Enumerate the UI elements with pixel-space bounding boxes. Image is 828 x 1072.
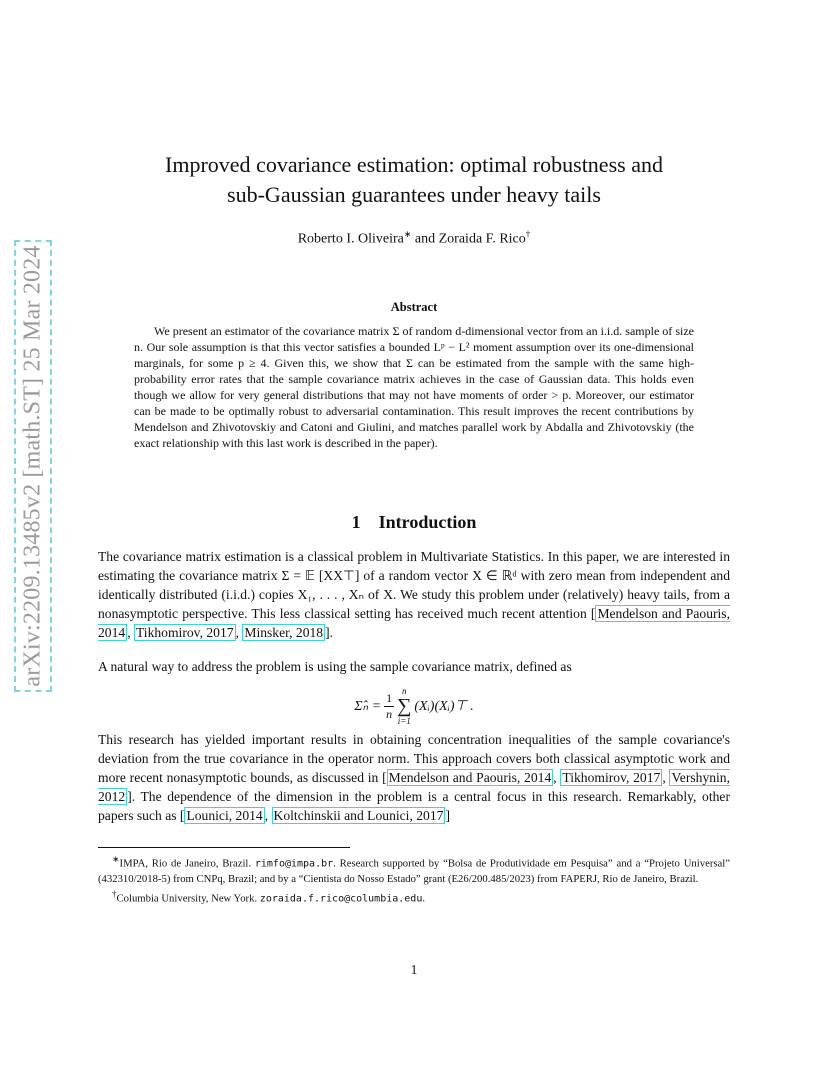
citation-separator: , [127,625,134,640]
footnote-text: IMPA, Rio de Janeiro, Brazil. [119,857,255,870]
summation [397,686,411,726]
sum-upper-limit: n [401,686,407,696]
abstract-text: We present an estimator of the covariance matrix Σ of random d-dimensional vector from an i.i.d. sample of size n. Our sole assumption is that this vector satisfies a bounded Lᵖ − L² moment assumption over its one-dimensional marginals, for some p ≥ 4. Given this, we show that Σ can be estimated from the sample with the same high-probability error rates that the sample covariance matrix achieves in the case of Gaussian data. This holds even though we allow for very general distributions that may not have moments of order > p. Moreover, our estimator can be made to be optimally robust to adversarial contamination. This result improves the recent contributions by Mendelson and Zhivotovskiy and Catoni and Giulini, and matches parallel work by Abdalla and Zhivotovskiy (the exact relationship with this last work is described in the paper). [134,324,694,450]
footnote-mark[interactable]: † [525,229,531,239]
citation-separator: , [264,808,272,823]
section-number: 1 [351,512,361,532]
author-list [120,229,708,248]
footnote-text: . Research supported by “Bolsa de Produtividade em Pesquisa” and a “Projeto Universal” (432310/2018-5) from CNPq, Brazil; and by a “Cientista do Nosso Estado” grant (E26/200.485/2023) from FAPERJ, Rio de Janeiro, Brazil. [98,857,730,885]
fraction-denominator: n [386,706,393,721]
paragraph-text: ]. The dependence of the dimension in the problem is a central focus in this research. Remarkably, other papers such as [ [98,789,730,823]
footnote-1 [98,852,730,887]
paper-title [120,150,708,210]
footnotes [98,852,730,906]
arxiv-side-stamp [14,240,52,692]
citation-link[interactable]: Koltchinskii and Lounici, 2017 [273,808,444,823]
arxiv-identifier: arXiv:2209.13485v2 [math.ST] 25 Mar 2024 [19,245,46,687]
title-line-1: Improved covariance estimation: optimal robustness and [165,152,663,177]
equation-lhs: Σ̂ₙ = [354,698,382,714]
paragraph-text: ] [445,808,450,823]
footnote-2 [98,887,730,907]
citation-link[interactable]: Tikhomirov, 2017 [135,625,234,640]
equation-rhs: (Xᵢ)(Xᵢ)⊤ . [414,698,474,714]
page-number: 1 [410,962,418,977]
sum-lower-limit: i=1 [397,716,411,726]
author-connector: and [411,231,439,247]
paragraph [98,730,730,825]
title-line-2: sub-Gaussian guarantees under heavy tails [227,182,601,207]
author-name: Zoraida F. Rico [438,231,526,247]
footnote-divider [98,847,350,848]
citation-link[interactable]: Lounici, 2014 [186,808,263,823]
paragraph: A natural way to address the problem is using the sample covariance matrix, defined as [98,659,572,674]
citation-separator: , [553,770,561,785]
footnote-mark: ∗ [112,854,120,864]
citation-link[interactable]: Vershynin, 2012 [98,770,731,804]
footnote-text: Columbia University, New York. [116,892,260,905]
footnote-mark: † [112,888,117,899]
section-title: Introduction [378,512,477,532]
citation-link[interactable]: Mendelson and Paouris, 2014 [388,770,552,785]
footnote-text: . [422,892,426,905]
paragraph-text: The covariance matrix estimation is a classical problem in Multivariate Statistics. In this paper, we are interested in estimating the covariance matrix Σ = 𝔼 [XX⊤] of a random vector X ∈ ℝᵈ with zero mean from independent and identically distributed (i.i.d.) copies X₁, . . . , Xₙ of X. We study this problem under (relatively) heavy tails, from a nonasymptotic perspective. This less classical setting has received much recent attention [ [98,549,730,621]
citation-separator: , [662,770,670,785]
citation-link[interactable]: Minsker, 2018 [244,625,324,640]
paragraph-text: This research has yielded important results in obtaining concentration inequalities of the sample covariance's deviation from the true covariance in the operator norm. This approach covers both classical asymptotic work and more recent nonasymptotic bounds, as discussed in [ [98,732,730,785]
citation-link[interactable]: Tikhomirov, 2017 [562,770,661,785]
email-link[interactable]: zoraida.f.rico@columbia.edu [259,893,423,905]
abstract-heading: Abstract [390,300,438,314]
footnote-mark[interactable]: ∗ [403,229,412,239]
citation-separator: , [235,625,243,640]
author-name: Roberto I. Oliveira [297,231,404,247]
paragraph [98,547,730,642]
email-link[interactable]: rimfo@impa.br [254,858,334,870]
paragraph-text: ]. [325,625,334,640]
citation-link[interactable]: Mendelson and Paouris, 2014 [98,606,730,640]
display-equation [98,686,730,726]
equation-fraction [384,692,394,721]
fraction-numerator: 1 [386,690,393,705]
sum-symbol: ∑ [397,695,412,717]
section-heading [120,512,708,533]
